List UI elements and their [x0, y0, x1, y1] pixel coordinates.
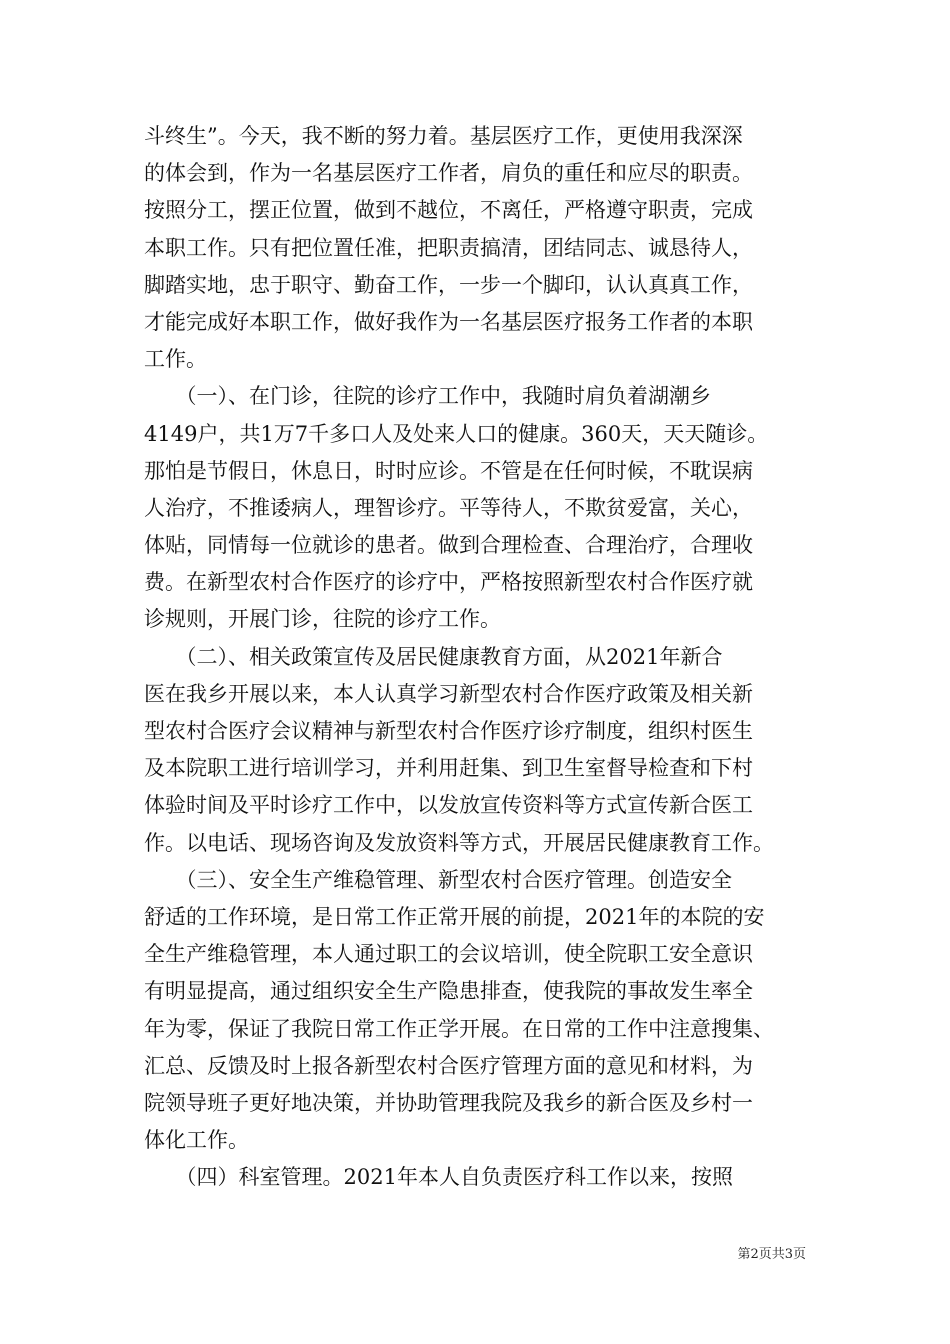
document-body — [144, 118, 808, 1196]
text-line: 本职工作。只有把位置任准，把职责搞清，团结同志、诚恳待人， — [144, 235, 753, 260]
text-line: 人治疗，不推诿病人，理智诊疗。平等待人，不欺贫爱富，关心， — [144, 495, 753, 520]
text-line: 工作。 — [144, 347, 207, 372]
text-line: 及本院职工进行培训学习，并利用赶集、到卫生室督导检查和下村 — [144, 756, 753, 781]
text-line: 有明显提高，通过组织安全生产隐患排查，使我院的事故发生率全 — [144, 979, 753, 1004]
text-line: （一）、在门诊，往院的诊疗工作中，我随时肩负着湖潮乡 — [144, 384, 711, 409]
text-line: （三）、安全生产维稳管理、新型农村合医疗管理。创造安全 — [144, 867, 732, 892]
text-line: 斗终生”。今天，我不断的努力着。基层医疗工作，更使用我深深 — [144, 124, 743, 148]
text-line: 诊规则，开展门诊，往院的诊疗工作。 — [144, 607, 501, 632]
text-line: 那怕是节假日，休息日，时时应诊。不管是在任何时候，不耽误病 — [144, 458, 753, 483]
text-line: 全生产维稳管理，本人通过职工的会议培训，使全院职工安全意识 — [144, 942, 753, 967]
text-line: 的体会到，作为一名基层医疗工作者，肩负的重任和应尽的职责。 — [144, 161, 753, 186]
text-line: 4149户，共1万7千多口人及处来人口的健康。360天，天天随诊。 — [144, 421, 769, 446]
text-line: 体贴，同情每一位就诊的患者。做到合理检查、合理治疗，合理收 — [144, 533, 753, 558]
text-line: 型农村合医疗会议精神与新型农村合作医疗诊疗制度，组织村医生 — [144, 719, 753, 743]
text-line: 作。以电话、现场咨询及发放资料等方式，开展居民健康教育工作。 — [144, 830, 774, 855]
text-line: 才能完成好本职工作，做好我作为一名基层医疗报务工作者的本职 — [144, 309, 753, 334]
text-line: 体化工作。 — [144, 1128, 249, 1153]
text-line: 院领导班子更好地决策，并协助管理我院及我乡的新合医及乡村一 — [144, 1090, 753, 1115]
text-line: （四）科室管理。2021年本人自负责医疗科工作以来，按照 — [144, 1165, 733, 1190]
text-line: 费。在新型农村合作医疗的诊疗中，严格按照新型农村合作医疗就 — [144, 570, 753, 595]
text-line: 医在我乡开展以来，本人认真学习新型农村合作医疗政策及相关新 — [144, 681, 753, 706]
text-line: 按照分工，摆正位置，做到不越位，不离任，严格遵守职责，完成 — [144, 198, 753, 223]
text-line: （二）、相关政策宣传及居民健康教育方面，从2021年新合 — [144, 644, 723, 669]
text-line: 汇总、反馈及时上报各新型农村合医疗管理方面的意见和材料，为 — [144, 1053, 753, 1078]
page-number-footer: 第2页共3页 — [737, 1247, 806, 1262]
text-line: 脚踏实地，忠于职守、勤奋工作，一步一个脚印，认认真真工作， — [144, 272, 753, 297]
text-line: 体验时间及平时诊疗工作中，以发放宣传资料等方式宣传新合医工 — [144, 793, 753, 818]
text-line: 舒适的工作环境，是日常工作正常开展的前提，2021年的本院的安 — [144, 904, 765, 929]
text-line: 年为零，保证了我院日常工作正学开展。在日常的工作中注意搜集、 — [144, 1016, 774, 1041]
